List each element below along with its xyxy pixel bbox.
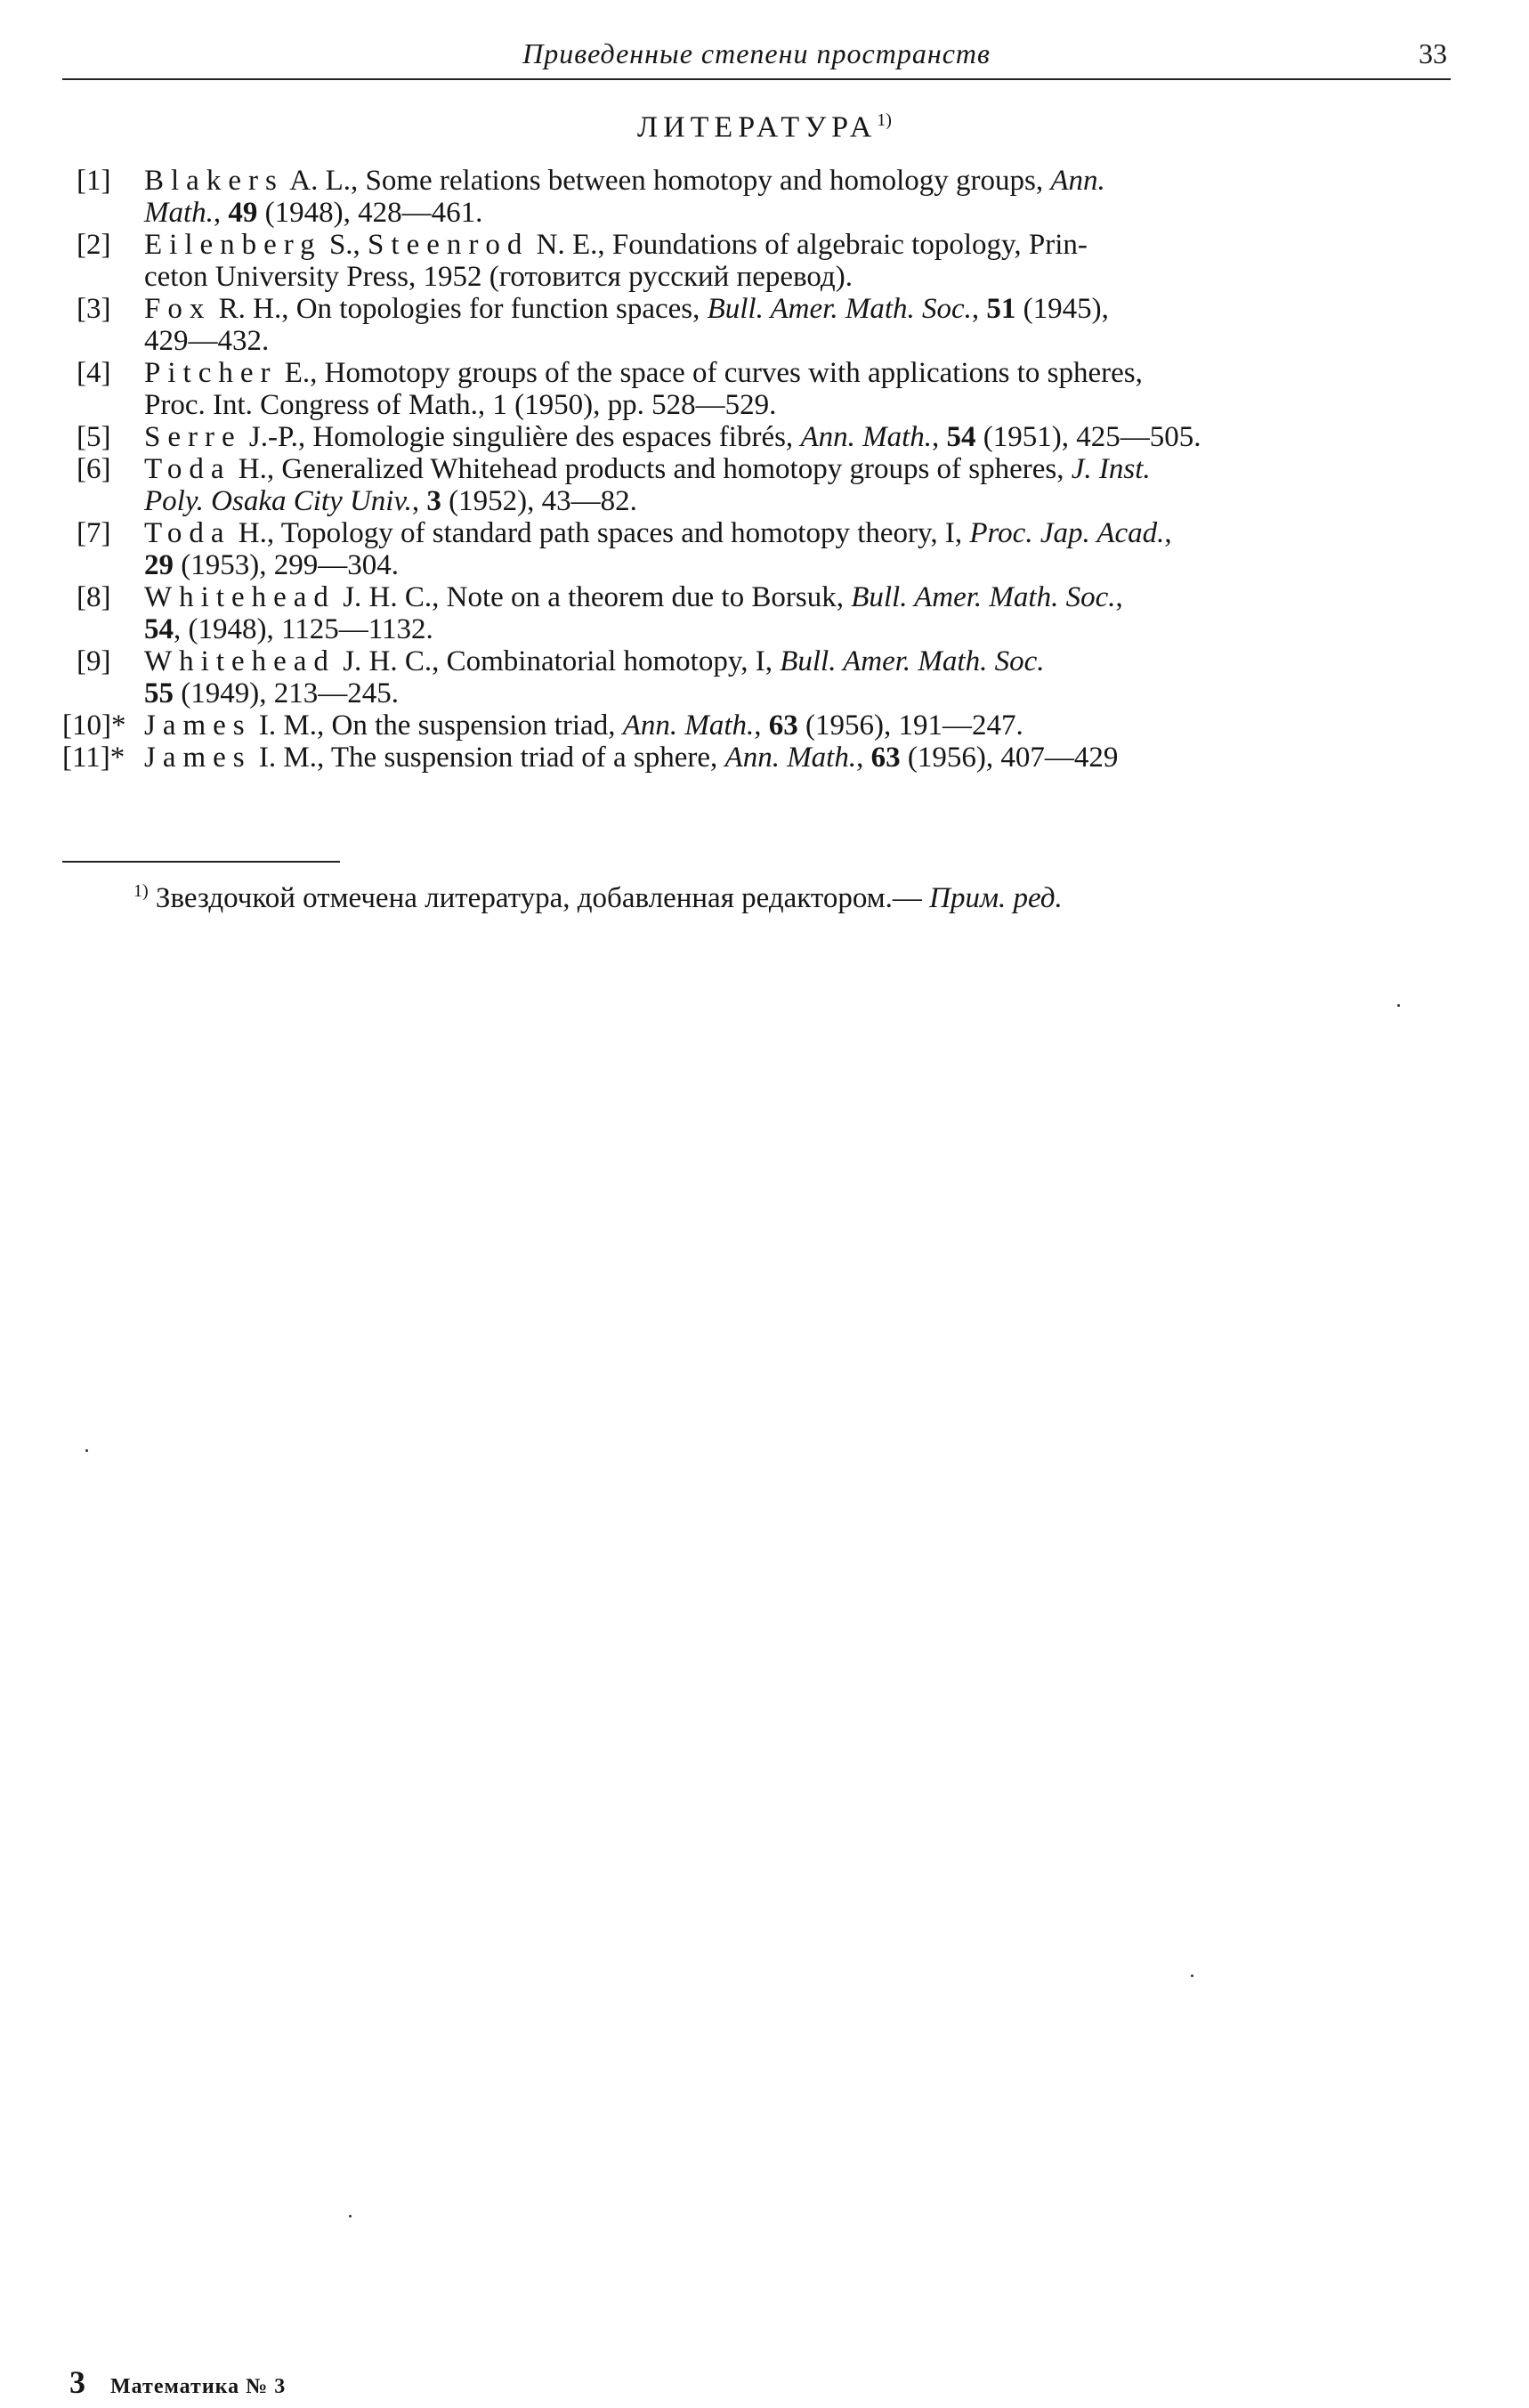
reference-number: [9] xyxy=(77,645,111,677)
reference-author: Whitehead xyxy=(144,645,336,677)
reference-item-4: [4] Pitcher E., Homotopy groups of the space of curves with applications to spheres, Proc. Int. Congress of Math., 1 (1950), pp. 528—529. xyxy=(77,357,1143,421)
reference-author: Fox xyxy=(144,293,212,325)
reference-item-9: [9] Whitehead J. H. C., Combinatorial homotopy, I, Bull. Amer. Math. Soc. 55 (1949), 213—245. xyxy=(77,645,1045,709)
reference-number: [6] xyxy=(77,453,111,485)
reference-number: [5] xyxy=(77,421,111,453)
reference-author: Pitcher xyxy=(144,357,278,389)
reference-author: Toda xyxy=(144,517,231,549)
reference-number: [1] xyxy=(77,165,111,197)
footnote-divider xyxy=(62,861,340,863)
reference-item-6: [6] Toda H., Generalized Whitehead products and homotopy groups of spheres, J. Inst. Poly. Osaka City Univ., 3 (1952), 43—82. xyxy=(77,453,1151,517)
reference-item-2: [2] Eilenberg S., Steenrod N. E., Foundations of algebraic topology, Prin- ceton University Press, 1952 (готовится русский перевод). xyxy=(77,229,1088,293)
reference-item-5: [5] Serre J.-P., Homologie singulière des espaces fibrés, Ann. Math., 54 (1951), 425—505. xyxy=(77,421,1201,453)
reference-author: Steenrod xyxy=(368,229,530,261)
reference-number: [4] xyxy=(77,357,111,389)
reference-author: James xyxy=(144,709,252,742)
signature-mark: 3 xyxy=(69,2364,85,2400)
reference-item-1: [1] Blakers A. L., Some relations between homotopy and homology groups, Ann. Math., 49 (1948), 428—461. xyxy=(77,165,1105,229)
reference-number: [7] xyxy=(77,517,111,549)
print-speck xyxy=(85,1449,88,1452)
running-header xyxy=(62,34,1451,80)
reference-item-3: [3] Fox R. H., On topologies for function spaces, Bull. Amer. Math. Soc., 51 (1945), 429—432. xyxy=(77,293,1109,357)
reference-author: Serre xyxy=(144,421,242,453)
reference-number: [11]* xyxy=(62,742,125,774)
reference-item-10: [10]* James I. M., On the suspension triad, Ann. Math., 63 (1956), 191—247. xyxy=(62,709,1023,742)
reference-number: [10]* xyxy=(62,709,126,742)
page-number: 33 xyxy=(1419,37,1447,69)
running-title: Приведенные степени пространств xyxy=(522,37,991,69)
reference-item-7: [7] Toda H., Topology of standard path spaces and homotopy theory, I, Proc. Jap. Acad., 29 (1953), 299—304. xyxy=(77,517,1172,581)
print-speck xyxy=(1191,1974,1193,1977)
reference-number: [2] xyxy=(77,229,111,261)
reference-author: Whitehead xyxy=(144,581,336,613)
reference-item-11: [11]* James I. M., The suspension triad of a sphere, Ann. Math., 63 (1956), 407—429 xyxy=(62,742,1119,774)
footer-journal: Математика № 3 xyxy=(110,2375,287,2398)
print-speck xyxy=(349,2215,352,2217)
reference-number: [8] xyxy=(77,581,111,613)
title-footnote-marker: 1) xyxy=(877,110,892,130)
print-speck xyxy=(1397,1004,1400,1007)
reference-author: Blakers xyxy=(144,165,284,197)
footnote: $^{1)}$ Звездочкой отмечена литература, добавленная редактором.— Прим. ред. xyxy=(133,881,1063,914)
footnote-marker: 1) xyxy=(133,881,149,901)
reference-author: Eilenberg xyxy=(144,229,322,261)
section-title: ЛИТЕРАТУРА$^{1)}$ xyxy=(637,110,892,144)
reference-number: [3] xyxy=(77,293,111,325)
reference-author: Toda xyxy=(144,453,231,485)
reference-author: James xyxy=(144,742,252,774)
reference-list xyxy=(62,165,1461,774)
reference-item-8: [8] Whitehead J. H. C., Note on a theorem due to Borsuk, Bull. Amer. Math. Soc., 54, (1948), 1125—1132. xyxy=(77,581,1123,645)
page-footer xyxy=(69,2363,286,2401)
